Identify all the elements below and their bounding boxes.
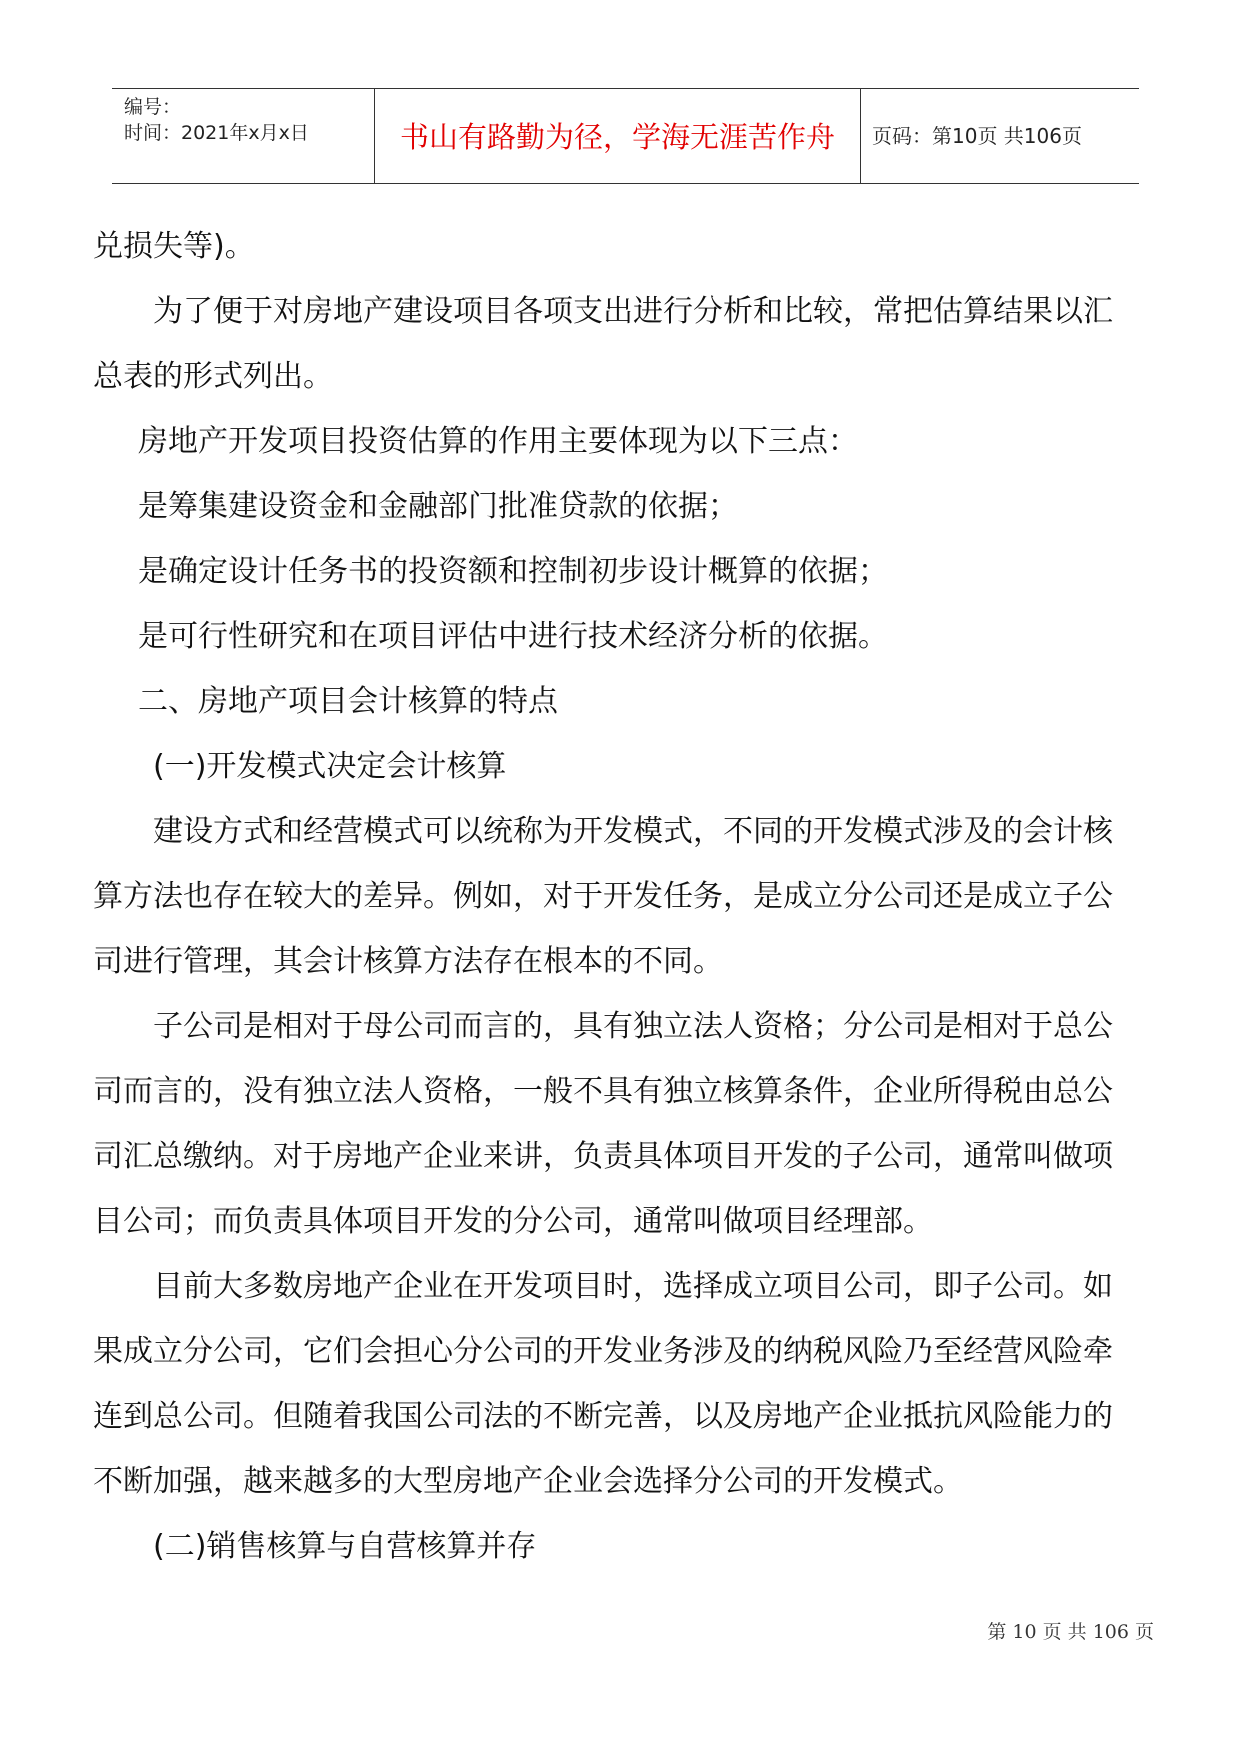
body-line: 果成立分公司，它们会担心分公司的开发业务涉及的纳税风险乃至经营风险牵 — [93, 1334, 1113, 1369]
document-date: 时间：2021年x月x日 — [124, 122, 309, 144]
body-line: 算方法也存在较大的差异。例如，对于开发任务，是成立分公司还是成立子公 — [93, 879, 1113, 914]
body-line: 司而言的，没有独立法人资格，一般不具有独立核算条件，企业所得税由总公 — [93, 1074, 1113, 1109]
page-footer: 第 10 页 共 106 页 — [987, 1621, 1154, 1643]
body-line: 总表的形式列出。 — [93, 359, 333, 394]
subsection-heading: (一)开发模式决定会计核算 — [153, 749, 507, 784]
body-line: 是筹集建设资金和金融部门批准贷款的依据； — [138, 489, 738, 524]
body-line: 子公司是相对于母公司而言的，具有独立法人资格；分公司是相对于总公 — [153, 1009, 1113, 1044]
body-line: 是可行性研究和在项目评估中进行技术经济分析的依据。 — [138, 619, 888, 654]
body-line: 建设方式和经营模式可以统称为开发模式，不同的开发模式涉及的会计核 — [153, 814, 1113, 849]
body-line: 兑损失等)。 — [93, 229, 255, 264]
document-number-label: 编号： — [124, 96, 182, 118]
body-line: 司进行管理，其会计核算方法存在根本的不同。 — [93, 944, 723, 979]
body-line: 房地产开发项目投资估算的作用主要体现为以下三点： — [138, 424, 858, 459]
body-line: 是确定设计任务书的投资额和控制初步设计概算的依据； — [138, 554, 888, 589]
body-line: 目公司；而负责具体项目开发的分公司，通常叫做项目经理部。 — [93, 1204, 933, 1239]
subsection-heading: (二)销售核算与自营核算并存 — [153, 1529, 537, 1564]
body-line: 为了便于对房地产建设项目各项支出进行分析和比较，常把估算结果以汇 — [153, 294, 1113, 329]
body-line: 连到总公司。但随着我国公司法的不断完善，以及房地产企业抵抗风险能力的 — [93, 1399, 1113, 1434]
header-middle-cell — [374, 89, 861, 183]
header-right-cell — [860, 89, 1139, 183]
header-page-info: 页码：第10页 共106页 — [872, 124, 1082, 148]
section-heading: 二、房地产项目会计核算的特点 — [138, 684, 558, 719]
document-body — [93, 214, 1153, 1579]
body-line: 司汇总缴纳。对于房地产企业来讲，负责具体项目开发的子公司，通常叫做项 — [93, 1139, 1113, 1174]
page-header — [112, 88, 1139, 184]
header-motto: 书山有路勤为径，学海无涯苦作舟 — [399, 120, 835, 154]
header-left-cell — [112, 89, 374, 183]
body-line: 不断加强，越来越多的大型房地产企业会选择分公司的开发模式。 — [93, 1464, 963, 1499]
body-line: 目前大多数房地产企业在开发项目时，选择成立项目公司，即子公司。如 — [153, 1269, 1113, 1304]
